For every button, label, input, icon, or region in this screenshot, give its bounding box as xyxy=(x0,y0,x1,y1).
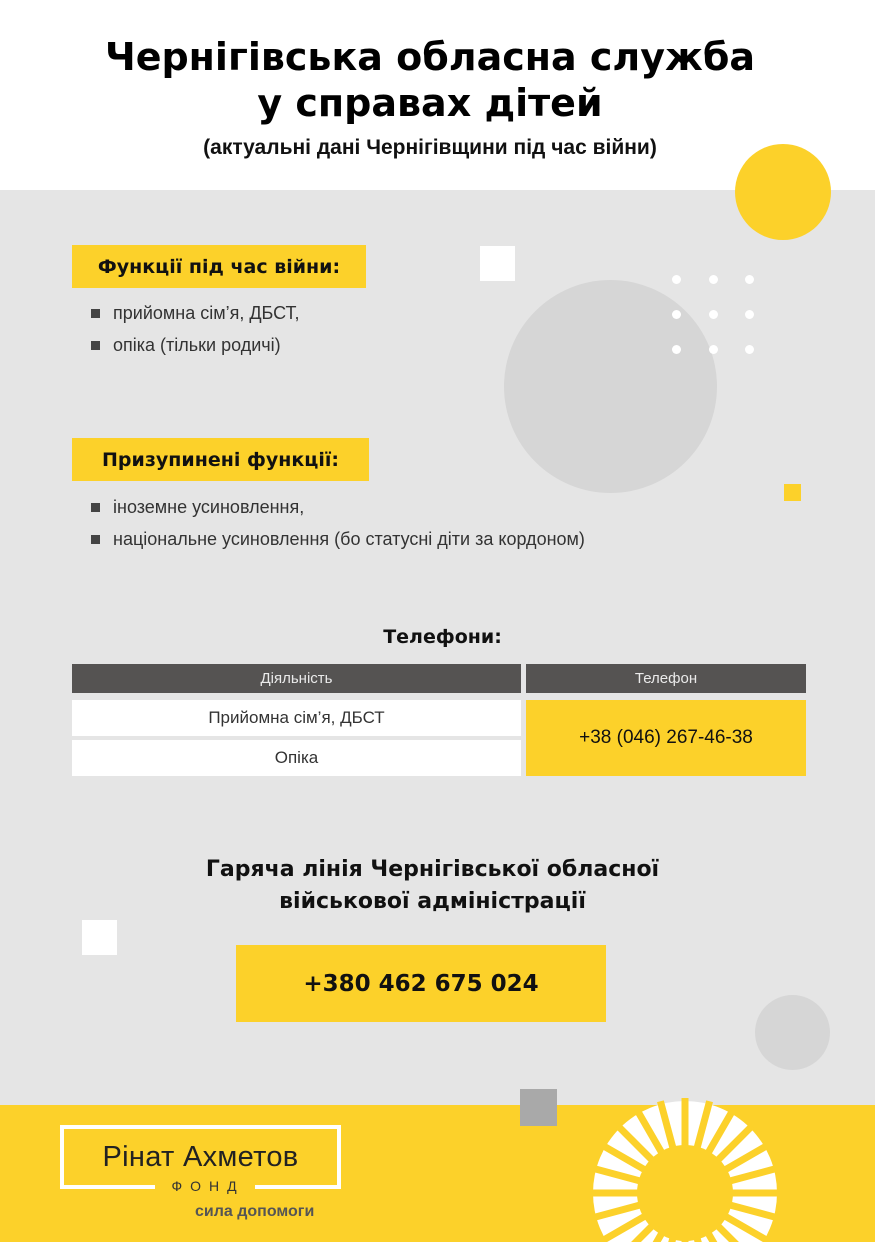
decor-white-square xyxy=(480,246,515,281)
list-item-text: національне усиновлення (бо статусні діти за кордоном) xyxy=(113,529,585,549)
page-title-line2: у справах дітей xyxy=(257,81,603,125)
page-subtitle: (актуальні дані Чернігівщини під час війни) xyxy=(203,136,657,159)
decor-yellow-circle xyxy=(735,144,831,240)
suspended-functions-label: Призупинені функції: xyxy=(72,438,369,481)
list-item-text: опіка (тільки родичі) xyxy=(113,335,281,355)
list-item-text: прийомна сім’я, ДБСТ, xyxy=(113,303,300,323)
bullet-square-icon xyxy=(91,535,100,544)
decor-white-square-2 xyxy=(82,920,117,955)
page-title-line1: Чернігівська обласна служба xyxy=(105,35,755,79)
logo-name: Рінат Ахметов xyxy=(102,1140,299,1173)
table-header-phone: Телефон xyxy=(526,664,806,693)
logo-fond: ФОНД xyxy=(155,1176,255,1196)
list-item xyxy=(91,303,300,324)
logo-tagline: сила допомоги xyxy=(195,1203,315,1220)
decor-grey-circle-large xyxy=(504,280,717,493)
list-item xyxy=(91,529,585,550)
list-item xyxy=(91,335,281,356)
bullet-square-icon xyxy=(91,503,100,512)
list-item-text: іноземне усиновлення, xyxy=(113,497,305,517)
bullet-square-icon xyxy=(91,341,100,350)
hotline-title-line1: Гаряча лінія Чернігівської обласної xyxy=(205,857,660,882)
phones-title: Телефони: xyxy=(383,626,502,648)
decor-grey-square xyxy=(520,1089,557,1126)
hotline-title-line2: військової адміністрації xyxy=(279,889,586,914)
hotline-phone[interactable]: +380 462 675 024 xyxy=(236,945,606,1022)
war-functions-label: Функції під час війни: xyxy=(72,245,366,288)
table-cell-activity: Опіка xyxy=(72,740,521,776)
decor-grey-circle-small xyxy=(755,995,830,1070)
header xyxy=(0,0,875,190)
sun-logo-icon xyxy=(590,1098,780,1242)
list-item xyxy=(91,497,304,518)
table-header-activity: Діяльність xyxy=(72,664,521,693)
bullet-square-icon xyxy=(91,309,100,318)
decor-yellow-square-small xyxy=(784,484,801,501)
table-cell-activity: Прийомна сім’я, ДБСТ xyxy=(72,700,521,736)
table-cell-phone[interactable]: +38 (046) 267-46-38 xyxy=(526,700,806,776)
